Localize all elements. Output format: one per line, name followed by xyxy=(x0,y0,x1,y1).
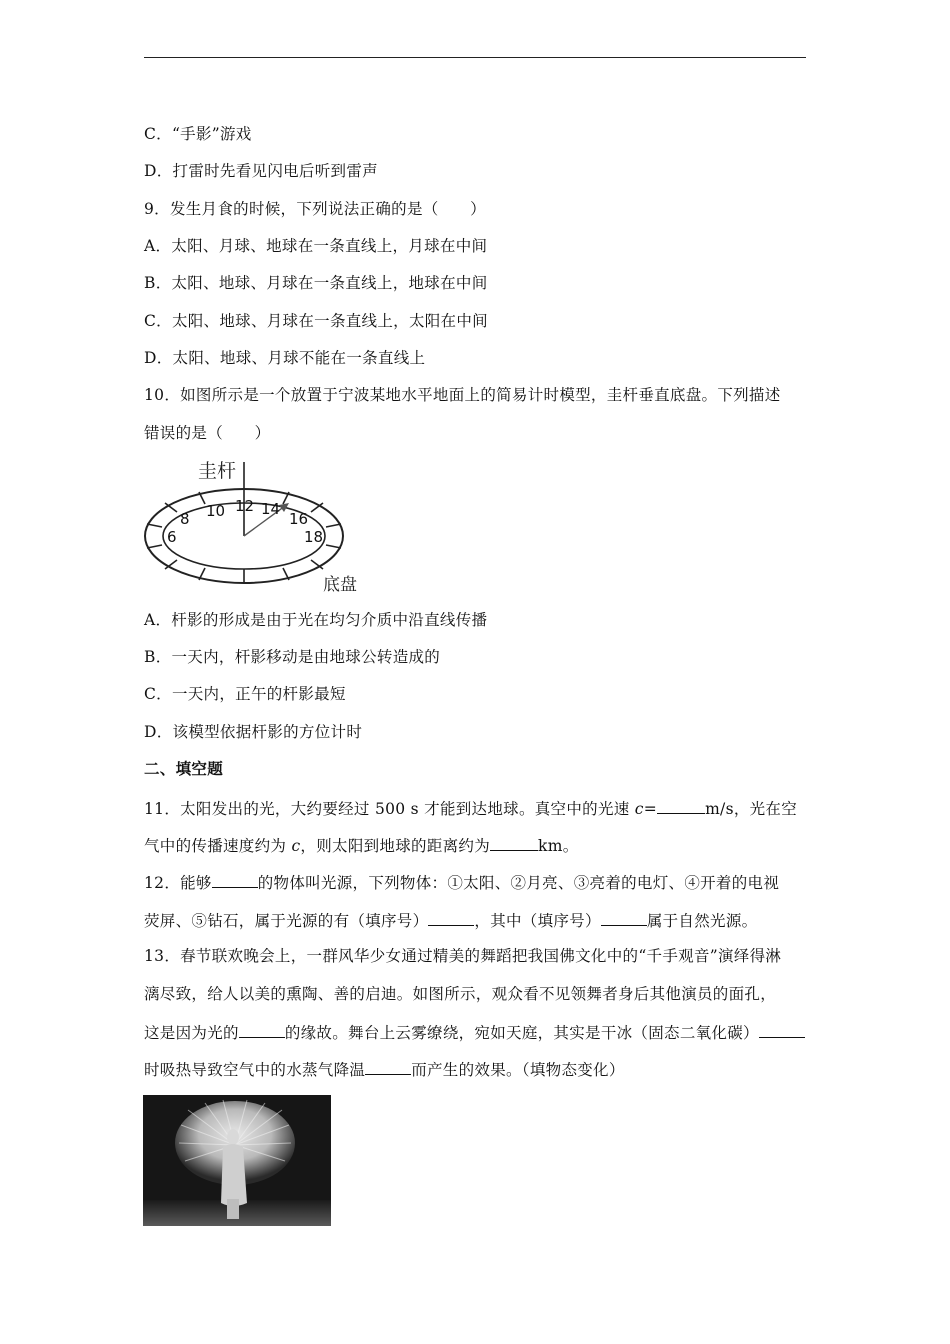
option-9a: A．太阳、月球、地球在一条直线上，月球在中间 xyxy=(144,237,488,255)
q13-text-1: 这是因为光的 xyxy=(144,1024,239,1042)
q11-variable-c-2: c xyxy=(291,837,301,855)
hour-18: 18 xyxy=(304,528,324,546)
question-10-line2: 错误的是（ ） xyxy=(144,424,271,442)
blank-q12-3[interactable] xyxy=(601,909,647,926)
q13-text-3: 时吸热导致空气中的水蒸气降温 xyxy=(144,1061,366,1079)
q11-equals: = xyxy=(643,800,658,818)
q11-text-4: ，则太阳到地球的距离约为 xyxy=(300,837,491,855)
q12-text-1: 12．能够 xyxy=(144,874,212,892)
q13-text-4: 而产生的效果。（填物态变化） xyxy=(411,1061,625,1079)
option-10d: D．该模型依据杆影的方位计时 xyxy=(144,723,363,741)
option-8c: C．“手影”游戏 xyxy=(144,125,252,143)
q13-text-2: 的缘故。舞台上云雾缭绕，宛如天庭，其实是干冰（固态二氧化碳） xyxy=(284,1024,759,1042)
question-9: 9．发生月食的时候，下列说法正确的是（ ） xyxy=(144,200,486,218)
question-13-line3 xyxy=(144,1021,805,1043)
q11-text-5: km。 xyxy=(538,837,579,855)
hour-6: 6 xyxy=(167,528,177,546)
blank-q11-2[interactable] xyxy=(490,834,538,851)
hour-8: 8 xyxy=(180,510,190,528)
question-11-line1 xyxy=(144,797,797,819)
hour-14: 14 xyxy=(261,500,281,518)
blank-q12-2[interactable] xyxy=(428,909,474,926)
question-10-line1: 10．如图所示是一个放置于宁波某地水平地面上的简易计时模型，圭杆垂直底盘。下列描述 xyxy=(144,386,781,404)
question-13-line4 xyxy=(144,1058,625,1080)
blank-q11-1[interactable] xyxy=(657,797,705,814)
thousand-hand-guanyin-photo xyxy=(143,1095,331,1226)
option-8d: D．打雷时先看见闪电后听到雷声 xyxy=(144,162,378,180)
q12-text-2: 的物体叫光源，下列物体：①太阳、②月亮、③亮着的电灯、④开着的电视 xyxy=(257,874,780,892)
hour-10: 10 xyxy=(206,502,226,520)
q11-text-3: 气中的传播速度约为 xyxy=(144,837,292,855)
question-13-line1: 13．春节联欢晚会上，一群风华少女通过精美的舞蹈把我国佛文化中的“千手观音”演绎得淋 xyxy=(144,947,782,965)
option-9b: B．太阳、地球、月球在一条直线上，地球在中间 xyxy=(144,274,488,292)
question-13-line2: 漓尽致，给人以美的熏陶、善的启迪。如图所示，观众看不见领舞者身后其他演员的面孔， xyxy=(144,985,777,1003)
option-9d: D．太阳、地球、月球不能在一条直线上 xyxy=(144,349,426,367)
q11-variable-c: c xyxy=(634,800,644,818)
q12-text-5: 属于自然光源。 xyxy=(646,912,758,930)
blank-q12-1[interactable] xyxy=(212,871,258,888)
question-12-line2 xyxy=(144,909,757,931)
blank-q13-1[interactable] xyxy=(239,1021,285,1038)
q12-text-4: ，其中（填序号） xyxy=(474,912,601,930)
q11-text-1: 11．太阳发出的光，大约要经过 500 s 才能到达地球。真空中的光速 xyxy=(144,800,635,818)
question-12-line1 xyxy=(144,871,779,893)
option-10c: C．一天内，正午的杆影最短 xyxy=(144,685,346,703)
q11-text-2: m/s，光在空 xyxy=(705,800,798,818)
pole-label: 圭杆 xyxy=(198,460,237,482)
header-rule xyxy=(144,57,806,58)
option-10b: B．一天内，杆影移动是由地球公转造成的 xyxy=(144,648,441,666)
sundial-figure xyxy=(143,454,363,594)
blank-q13-2[interactable] xyxy=(759,1021,805,1038)
question-11-line2 xyxy=(144,834,579,856)
hour-labels xyxy=(167,497,323,546)
hour-12: 12 xyxy=(235,497,255,515)
blank-q13-3[interactable] xyxy=(365,1058,411,1075)
option-9c: C．太阳、地球、月球在一条直线上，太阳在中间 xyxy=(144,312,488,330)
option-10a: A．杆影的形成是由于光在均匀介质中沿直线传播 xyxy=(144,611,488,629)
section-heading-fill-blank: 二、填空题 xyxy=(144,759,224,778)
hour-16: 16 xyxy=(289,510,309,528)
base-label: 底盘 xyxy=(323,575,357,594)
q12-text-3: 荧屏、⑤钻石，属于光源的有（填序号） xyxy=(144,912,429,930)
